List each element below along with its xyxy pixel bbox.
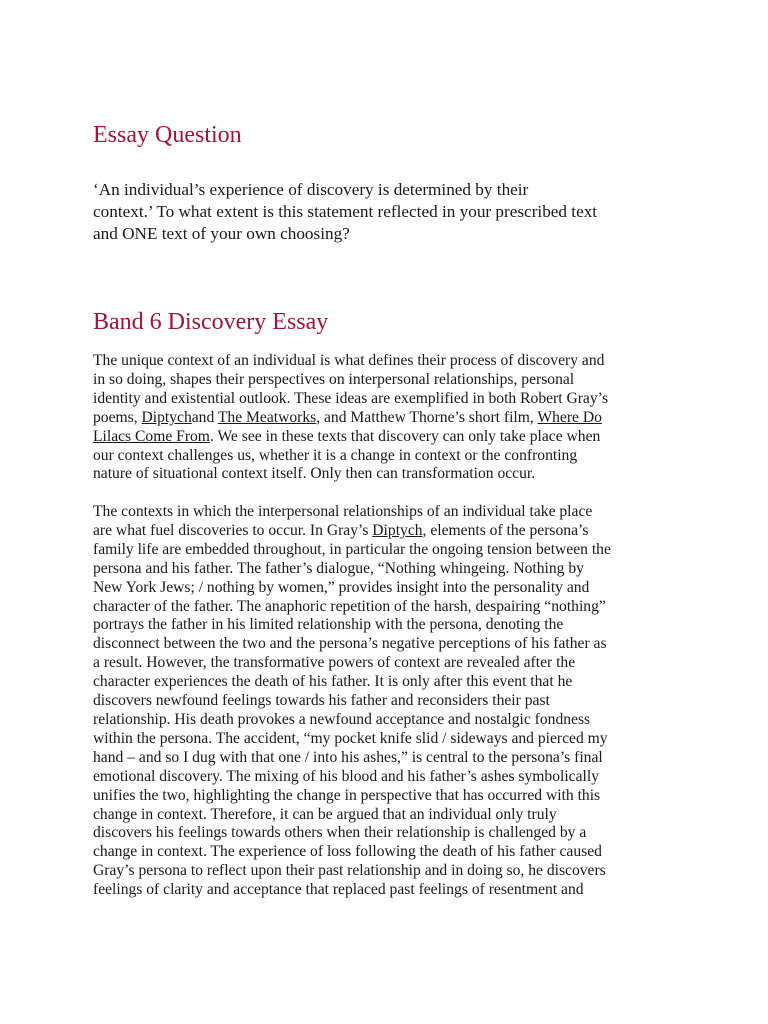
text-run: and — [191, 408, 218, 426]
paragraph-line — [93, 409, 683, 428]
text-run: poems, — [93, 408, 142, 426]
paragraph-line: character of the father. The anaphoric repetition of the harsh, despairing “nothing” — [93, 597, 606, 615]
paragraph-line: persona and his father. The father’s dialogue, “Nothing whingeing. Nothing by — [93, 559, 584, 577]
paragraph-line: family life are embedded throughout, in particular the ongoing tension between the — [93, 540, 611, 558]
paragraph-line: feelings of clarity and acceptance that replaced past feelings of resentment and — [93, 881, 584, 899]
question-line: and ONE text of your own choosing? — [93, 224, 350, 243]
paragraph-line: relationship. His death provokes a newfound acceptance and nostalgic fondness — [93, 710, 591, 728]
paragraph-line: within the persona. The accident, “my pocket knife slid / sideways and pierced my — [93, 729, 608, 747]
paragraph-line: hand – and so I dug with that one / into his ashes,” is central to the persona’s final — [93, 748, 603, 766]
paragraph-line: portrays the father in his limited relationship with the persona, denoting the — [93, 616, 564, 634]
paragraph-line: New York Jews; / nothing by women,” provides insight into the personality and — [93, 578, 590, 596]
text-run: are what fuel discoveries to occur. In Gray’s — [93, 521, 373, 539]
question-line: context.’ To what extent is this statement reflected in your prescribed text — [93, 202, 598, 221]
paragraph-line: character experiences the death of his father. It is only after this event that he — [93, 673, 573, 691]
text-title-diptych: Diptych — [141, 408, 192, 426]
text-run: . We see in these texts that discovery can only take place when — [209, 427, 601, 445]
text-title-lilacs-part1: Where Do — [537, 408, 602, 426]
text-title-meatworks: The Meatworks — [217, 408, 317, 426]
paragraph-line: change in context. Therefore, it can be argued that an individual only truly — [93, 805, 557, 823]
essay-paragraph-intro — [93, 352, 683, 484]
paragraph-line: nature of situational context itself. Only then can transformation occur. — [93, 465, 536, 483]
essay-heading: Band 6 Discovery Essay — [93, 309, 329, 335]
paragraph-line: disconnect between the two and the persona’s negative perceptions of his father as — [93, 635, 607, 653]
paragraph-line: Gray’s persona to reflect upon their past relationship and in doing so, he discovers — [93, 862, 606, 880]
paragraph-line: in so doing, shapes their perspectives on interpersonal relationships, personal — [93, 370, 575, 388]
paragraph-line: emotional discovery. The mixing of his blood and his father’s ashes symbolically — [93, 767, 599, 785]
text-title-diptych: Diptych — [372, 521, 423, 539]
paragraph-line: our context challenges us, whether it is a change in context or the confronting — [93, 446, 578, 464]
paragraph-line: discovers newfound feelings towards his father and reconsiders their past — [93, 692, 550, 710]
text-run: , and Matthew Thorne’s short film, — [316, 408, 538, 426]
essay-question-heading: Essay Question — [93, 122, 242, 148]
essay-question-text — [93, 179, 683, 245]
paragraph-line — [93, 428, 683, 447]
text-title-lilacs-part2: Lilacs Come From — [93, 427, 210, 445]
essay-paragraph-body — [93, 503, 683, 900]
question-line: ‘An individual’s experience of discovery is determined by their — [93, 180, 529, 199]
paragraph-line: unifies the two, highlighting the change in perspective that has occurred with this — [93, 786, 601, 804]
paragraph-line: identity and existential outlook. These ideas are exemplified in both Robert Gray’s — [93, 389, 609, 407]
paragraph-line — [93, 522, 683, 541]
paragraph-line: a result. However, the transformative powers of context are revealed after the — [93, 654, 576, 672]
paragraph-line: The contexts in which the interpersonal relationships of an individual take place — [93, 503, 593, 520]
paragraph-line: change in context. The experience of loss following the death of his father caused — [93, 843, 602, 861]
text-run: , elements of the persona’s — [422, 521, 589, 539]
paragraph-line: The unique context of an individual is what defines their process of discovery and — [93, 352, 605, 369]
paragraph-line: discovers his feelings towards others when their relationship is challenged by a — [93, 824, 587, 842]
